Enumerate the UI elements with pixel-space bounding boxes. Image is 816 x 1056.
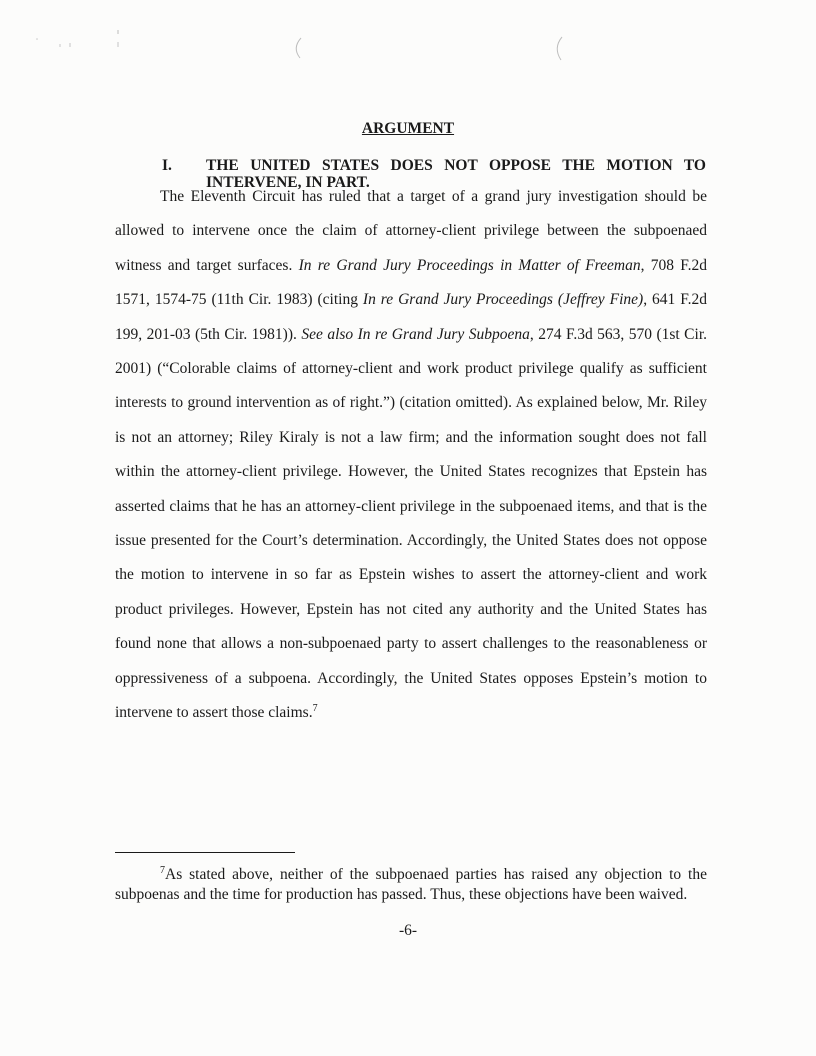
footnote-marker: 7 xyxy=(160,864,165,876)
footnote xyxy=(115,865,707,905)
footnote-reference: 7 xyxy=(312,702,318,714)
footnote-text: As stated above, neither of the subpoenaed parties has raised any objection to the subpoenas and the time for production has passed. Thus, these objections have been waived. xyxy=(115,866,707,903)
paragraph-sentence: The Eleventh Circuit has ruled that a target of a grand jury investigation should be allowed to intervene once the claim of attorney-client privilege between the subpoenaed witness and target surfaces. xyxy=(115,188,707,274)
scan-speck xyxy=(36,38,38,40)
argument-heading: ARGUMENT xyxy=(361,120,455,137)
scan-arc-left xyxy=(296,38,301,58)
case-citation: , 708 F.2d 1571, 1574-75 (11th Cir. 1983) (citing xyxy=(115,256,707,309)
case-citation: , 641 F.2d 199, 201-03 (5th Cir. 1981)). xyxy=(115,291,707,343)
paragraph-rest: As explained below, Mr. Riley is not an attorney; Riley Kiraly is not a law firm; and the information sought does not fall within the attorney-client privilege. However, the United States recognizes that Epstein has asserted claims that he has an attorney-client privilege in the subpoenaed items, and that is the issue presented for the Court’s determination. Accordingly, the United States does not oppose the motion to intervene in so far as Epstein wishes to assert the attorney-client and work product privileges. However, Epstein has not cited any authority and the United States has found none that allows a non-subpoenaed party to assert challenges to the reasonableness or oppressiveness of a subpoena. Accordingly, the United States opposes Epstein’s motion to intervene to assert those claims. xyxy=(115,394,707,722)
scan-arc-right xyxy=(557,37,562,60)
body-paragraph xyxy=(115,180,707,731)
scan-marks xyxy=(0,0,816,80)
case-name: See also In re Grand Jury Subpoena xyxy=(301,325,530,343)
case-name: In re Grand Jury Proceedings in Matter of Freeman xyxy=(298,256,641,274)
section-number: I. xyxy=(162,157,172,174)
footnote-divider xyxy=(115,852,295,853)
case-citation: , 274 F.3d 563, 570 (1st Cir. 2001) (“Colorable claims of attorney-client and work product privilege qualify as sufficient interests to ground intervention as of right.”) (citation omitted). xyxy=(115,325,708,412)
page-number: -6- xyxy=(398,922,418,939)
case-name: In re Grand Jury Proceedings (Jeffrey Fine) xyxy=(362,291,644,309)
section-title: THE UNITED STATES DOES NOT OPPOSE THE MOTION TO INTERVENE, IN PART. xyxy=(206,157,706,191)
